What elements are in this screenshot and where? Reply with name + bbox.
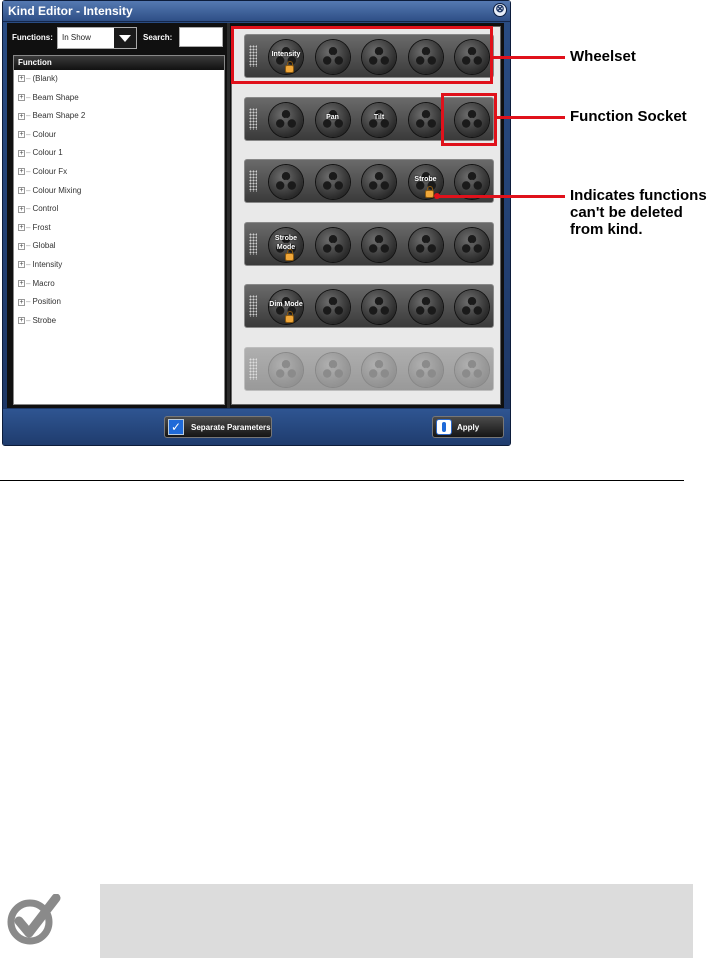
chevron-down-icon[interactable] (114, 28, 136, 48)
tree-connector: – (26, 315, 31, 325)
callout-wheelset: Wheelset (570, 48, 636, 65)
wheelset-leader-line (493, 56, 565, 59)
encoder-wheel-icon (275, 171, 297, 193)
expand-plus-icon[interactable]: + (19, 149, 24, 157)
function-socket[interactable] (455, 165, 489, 199)
tree-item-label: Colour (32, 129, 57, 139)
tree-connector: – (26, 74, 31, 83)
function-socket[interactable] (455, 228, 489, 262)
drag-handle-icon[interactable] (249, 233, 257, 255)
tree-connector: – (26, 129, 31, 139)
function-socket[interactable] (316, 165, 350, 199)
function-socket-leader-line (497, 116, 565, 119)
function-socket[interactable] (362, 103, 396, 137)
encoder-wheel-icon (415, 359, 437, 381)
tree-item-label: Position (32, 297, 61, 307)
encoder-wheel-icon (275, 109, 297, 131)
lock-icon (425, 190, 434, 198)
socket-label: Strobe (414, 176, 437, 183)
encoder-wheel-icon (322, 234, 344, 256)
tree-connector: – (26, 92, 31, 102)
encoder-wheel-icon (322, 171, 344, 193)
tree-item-label: Global (32, 241, 56, 251)
note-box (100, 884, 693, 958)
tree-item-label: Intensity (32, 260, 63, 269)
title-bar[interactable] (3, 1, 510, 22)
lock-leader-line (437, 195, 565, 198)
tree-item[interactable] (18, 203, 58, 215)
drag-handle-icon[interactable] (249, 170, 257, 192)
expand-plus-icon[interactable]: + (19, 186, 24, 194)
function-socket[interactable] (362, 228, 396, 262)
separate-parameters-label: Separate Parameters (191, 423, 271, 432)
function-socket-highlight (441, 93, 497, 146)
functions-label: Functions: (12, 33, 53, 42)
tree-item[interactable] (18, 147, 63, 159)
search-input[interactable] (179, 27, 223, 47)
expand-plus-icon[interactable]: + (19, 112, 24, 120)
tree-connector: – (26, 222, 31, 232)
tree-item[interactable] (18, 296, 61, 308)
encoder-wheel-icon (461, 234, 483, 256)
expand-plus-icon[interactable]: + (19, 298, 24, 306)
functions-dropdown[interactable] (57, 27, 137, 49)
lock-icon (285, 315, 294, 323)
wheelset-highlight (231, 26, 493, 84)
tree-connector: – (26, 167, 31, 176)
tree-header: Function (14, 56, 224, 70)
encoder-wheel-icon (368, 234, 390, 256)
encoder-wheel-icon (368, 296, 390, 318)
tree-connector: – (26, 111, 31, 121)
tree-item-label: Control (32, 204, 59, 214)
tree-connector: – (26, 148, 31, 158)
tree-item-label: Colour 1 (32, 148, 63, 158)
encoder-wheel-icon (275, 359, 297, 381)
tree-connector: – (26, 241, 31, 251)
function-socket[interactable] (409, 353, 443, 387)
tree-connector: – (26, 278, 31, 288)
tree-item-label: (Blank) (32, 74, 58, 83)
horizontal-rule (0, 480, 684, 481)
expand-plus-icon[interactable]: + (19, 242, 24, 250)
function-socket[interactable] (409, 103, 443, 137)
tree-item[interactable] (18, 315, 56, 327)
function-socket[interactable] (362, 353, 396, 387)
close-button[interactable]: ⊗ (493, 3, 507, 17)
function-socket[interactable] (316, 353, 350, 387)
apply-label: Apply (457, 423, 480, 432)
callout-locked-line-2: can't be deleted (570, 204, 683, 221)
socket-label: Dim Mode (269, 301, 303, 308)
search-label: Search: (143, 33, 173, 42)
function-panel (7, 23, 227, 408)
function-socket[interactable] (316, 228, 350, 262)
tree-connector: – (26, 297, 31, 307)
wheelset[interactable] (244, 222, 494, 266)
tree-item[interactable] (18, 222, 51, 234)
function-socket[interactable] (269, 290, 303, 324)
encoder-wheel-icon (415, 109, 437, 131)
bottom-bar (3, 409, 510, 445)
tree-item[interactable] (18, 129, 56, 141)
checkmark-note-icon (6, 894, 62, 946)
tree-item[interactable] (18, 185, 81, 197)
drag-handle-icon[interactable] (249, 108, 257, 130)
wheelset[interactable] (244, 347, 494, 391)
tree-item-label: Beam Shape 2 (32, 111, 86, 121)
apply-icon (436, 419, 452, 435)
drag-handle-icon[interactable] (249, 358, 257, 380)
expand-plus-icon[interactable]: + (19, 224, 24, 232)
function-tree (13, 55, 225, 405)
expand-plus-icon[interactable]: + (19, 168, 24, 176)
callout-locked-line-1: Indicates functions (570, 187, 707, 204)
tree-item[interactable] (18, 110, 85, 122)
checkbox-checked-icon[interactable]: ✓ (168, 419, 184, 435)
tree-item[interactable] (18, 166, 67, 178)
socket-label: Strobe Mode (274, 234, 298, 251)
tree-item-label: Beam Shape (32, 92, 79, 102)
tree-item-label: Colour Fx (32, 167, 68, 176)
encoder-wheel-icon (461, 296, 483, 318)
callout-locked-functions (570, 187, 707, 238)
function-socket[interactable] (409, 290, 443, 324)
expand-plus-icon[interactable]: + (19, 279, 24, 287)
panel-splitter[interactable] (227, 23, 230, 408)
tree-connector: – (26, 260, 31, 269)
expand-plus-icon[interactable]: + (19, 205, 24, 213)
functions-dropdown-value: In Show (62, 33, 91, 42)
separate-parameters-button[interactable] (164, 416, 272, 438)
function-socket[interactable] (316, 103, 350, 137)
tree-connector: – (26, 185, 31, 195)
function-socket[interactable] (455, 290, 489, 324)
lock-icon (285, 253, 294, 261)
wheelset[interactable] (244, 284, 494, 328)
function-socket[interactable] (316, 290, 350, 324)
function-socket[interactable] (269, 103, 303, 137)
tree-item[interactable] (18, 73, 58, 85)
callout-locked-line-3: from kind. (570, 221, 643, 238)
tree-item-label: Frost (32, 222, 51, 232)
function-socket[interactable] (409, 228, 443, 262)
function-socket[interactable] (269, 353, 303, 387)
expand-plus-icon[interactable]: + (19, 317, 24, 325)
tree-connector: – (26, 204, 31, 214)
tree-item[interactable] (18, 278, 55, 290)
encoder-wheel-icon (368, 359, 390, 381)
tree-item-label: Macro (32, 278, 55, 288)
encoder-wheel-icon (368, 171, 390, 193)
socket-label: Pan (326, 113, 339, 121)
function-socket[interactable] (362, 290, 396, 324)
window-title: Kind Editor - Intensity (8, 4, 133, 18)
expand-plus-icon[interactable]: + (19, 93, 24, 101)
expand-plus-icon[interactable]: + (19, 131, 24, 139)
encoder-wheel-icon (415, 234, 437, 256)
encoder-wheel-icon (415, 296, 437, 318)
socket-label: Tilt (373, 113, 385, 121)
expand-plus-icon[interactable]: + (19, 261, 24, 269)
tree-item[interactable] (18, 240, 56, 252)
tree-item[interactable] (18, 259, 62, 271)
drag-handle-icon[interactable] (249, 295, 257, 317)
tree-item-label: Strobe (32, 315, 57, 325)
apply-button[interactable] (432, 416, 504, 438)
expand-plus-icon[interactable]: + (19, 75, 24, 83)
tree-item[interactable] (18, 92, 79, 104)
function-socket[interactable] (269, 165, 303, 199)
tree-item-label: Colour Mixing (32, 185, 82, 195)
encoder-wheel-icon (322, 296, 344, 318)
encoder-wheel-icon (322, 359, 344, 381)
callout-function-socket: Function Socket (570, 108, 687, 125)
function-socket[interactable] (455, 353, 489, 387)
socket-label: Intensity (271, 51, 301, 58)
function-socket[interactable] (269, 228, 303, 262)
encoder-wheel-icon (461, 171, 483, 193)
function-socket[interactable] (362, 165, 396, 199)
encoder-wheel-icon (461, 359, 483, 381)
